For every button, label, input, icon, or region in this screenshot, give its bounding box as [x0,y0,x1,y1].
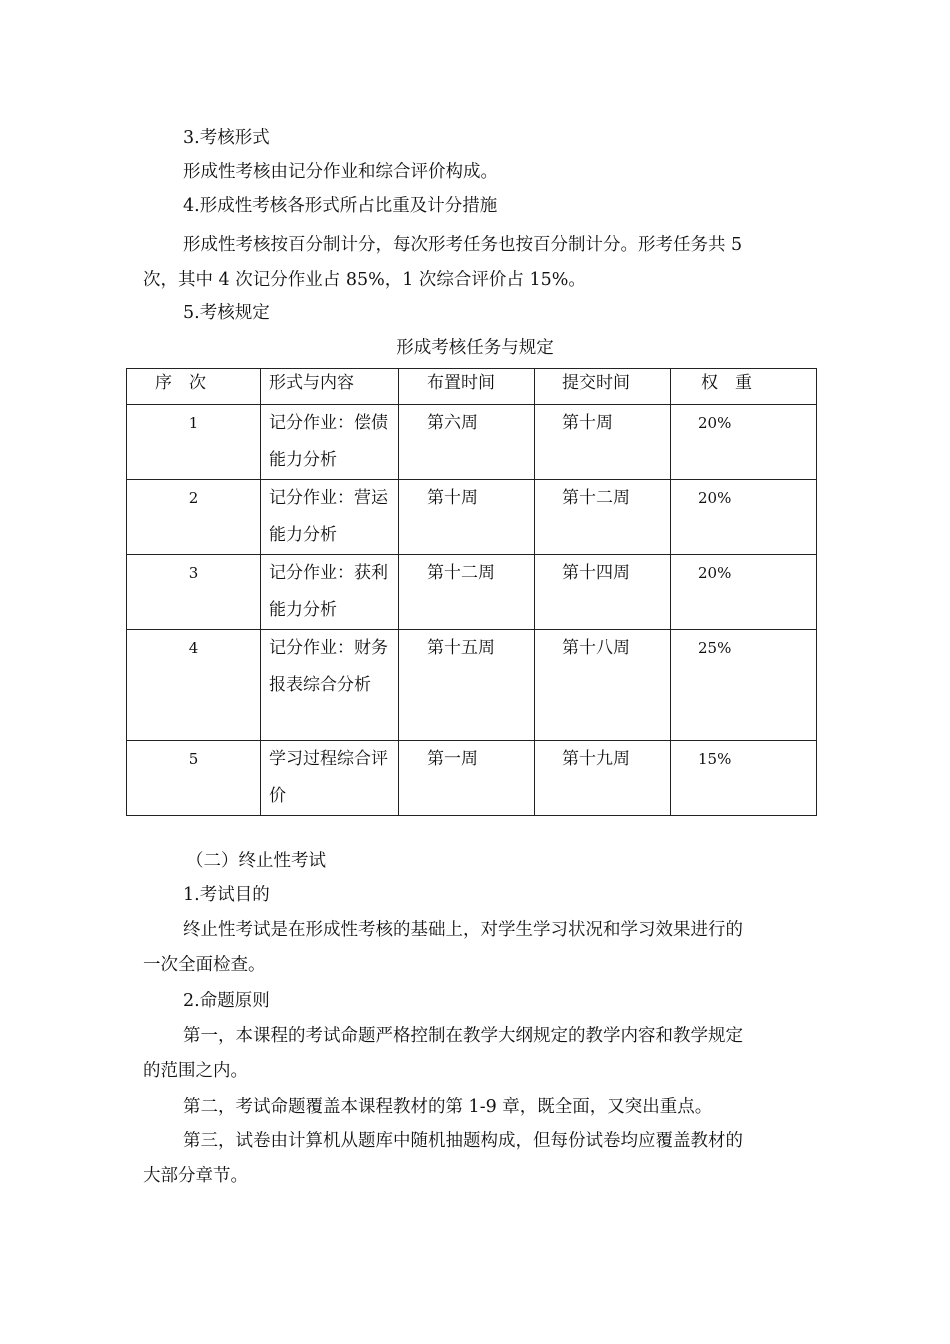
cell-index: 2 [127,480,261,555]
paragraph-text: 的范围之内。 [143,1061,248,1081]
heading-assessment-form: 3.考核形式 [183,128,270,148]
cell-assign-time: 第十五周 [399,630,535,741]
heading-question-principles: 2.命题原则 [183,991,270,1011]
paragraph-text: 形成性考核由记分作业和综合评价构成。 [183,162,498,182]
cell-content: 记分作业：获利能力分析 [269,563,388,620]
cell-index: 1 [127,405,261,480]
paragraph-text: 第一，本课程的考试命题严格控制在教学大纲规定的教学内容和教学规定 [183,1026,743,1046]
cell-content: 记分作业：营运能力分析 [269,488,388,545]
cell-weight: 15% [671,741,817,816]
table-row [127,480,817,555]
column-header-content: 形式与内容 [261,369,399,405]
cell-weight: 20% [671,555,817,630]
column-header-assign-time: 布置时间 [399,369,535,405]
cell-index: 3 [127,555,261,630]
paragraph-text: 终止性考试是在形成性考核的基础上，对学生学习状况和学习效果进行的 [183,920,743,940]
cell-assign-time: 第十周 [399,480,535,555]
cell-submit-time: 第十二周 [535,480,671,555]
paragraph-text: 第二，考试命题覆盖本课程教材的第 1-9 章，既全面，又突出重点。 [183,1097,713,1117]
paragraph-text: 大部分章节。 [143,1166,248,1186]
table-caption: 形成考核任务与规定 [396,338,554,358]
assessment-table [126,368,817,816]
table-row [127,630,817,741]
cell-index: 5 [127,741,261,816]
cell-submit-time: 第十四周 [535,555,671,630]
column-header-submit-time: 提交时间 [535,369,671,405]
cell-assign-time: 第六周 [399,405,535,480]
table-row [127,741,817,816]
paragraph-text: 次，其中 4 次记分作业占 85%，1 次综合评价占 15%。 [143,270,586,290]
cell-assign-time: 第一周 [399,741,535,816]
cell-submit-time: 第十八周 [535,630,671,741]
column-header-index: 序 次 [127,369,261,405]
heading-weight-scoring: 4.形成性考核各形式所占比重及计分措施 [183,196,498,216]
paragraph-text: 第三，试卷由计算机从题库中随机抽题构成，但每份试卷均应覆盖教材的 [183,1131,743,1151]
cell-submit-time: 第十周 [535,405,671,480]
cell-content: 记分作业：偿债能力分析 [269,413,388,470]
cell-submit-time: 第十九周 [535,741,671,816]
cell-content: 学习过程综合评价 [269,749,388,806]
heading-exam-purpose: 1.考试目的 [183,885,270,905]
table-header-row [127,369,817,405]
cell-index: 4 [127,630,261,741]
paragraph-text: 形成性考核按百分制计分，每次形考任务也按百分制计分。形考任务共 5 [183,235,743,255]
cell-content: 记分作业：财务报表综合分析 [269,638,388,695]
cell-weight: 20% [671,480,817,555]
column-header-weight: 权 重 [671,369,817,405]
heading-assessment-rules: 5.考核规定 [183,303,270,323]
cell-assign-time: 第十二周 [399,555,535,630]
paragraph-text: 一次全面检查。 [143,955,266,975]
section-heading-final-exam: （二）终止性考试 [186,851,326,871]
cell-weight: 25% [671,630,817,741]
table-row [127,555,817,630]
table-row [127,405,817,480]
cell-weight: 20% [671,405,817,480]
